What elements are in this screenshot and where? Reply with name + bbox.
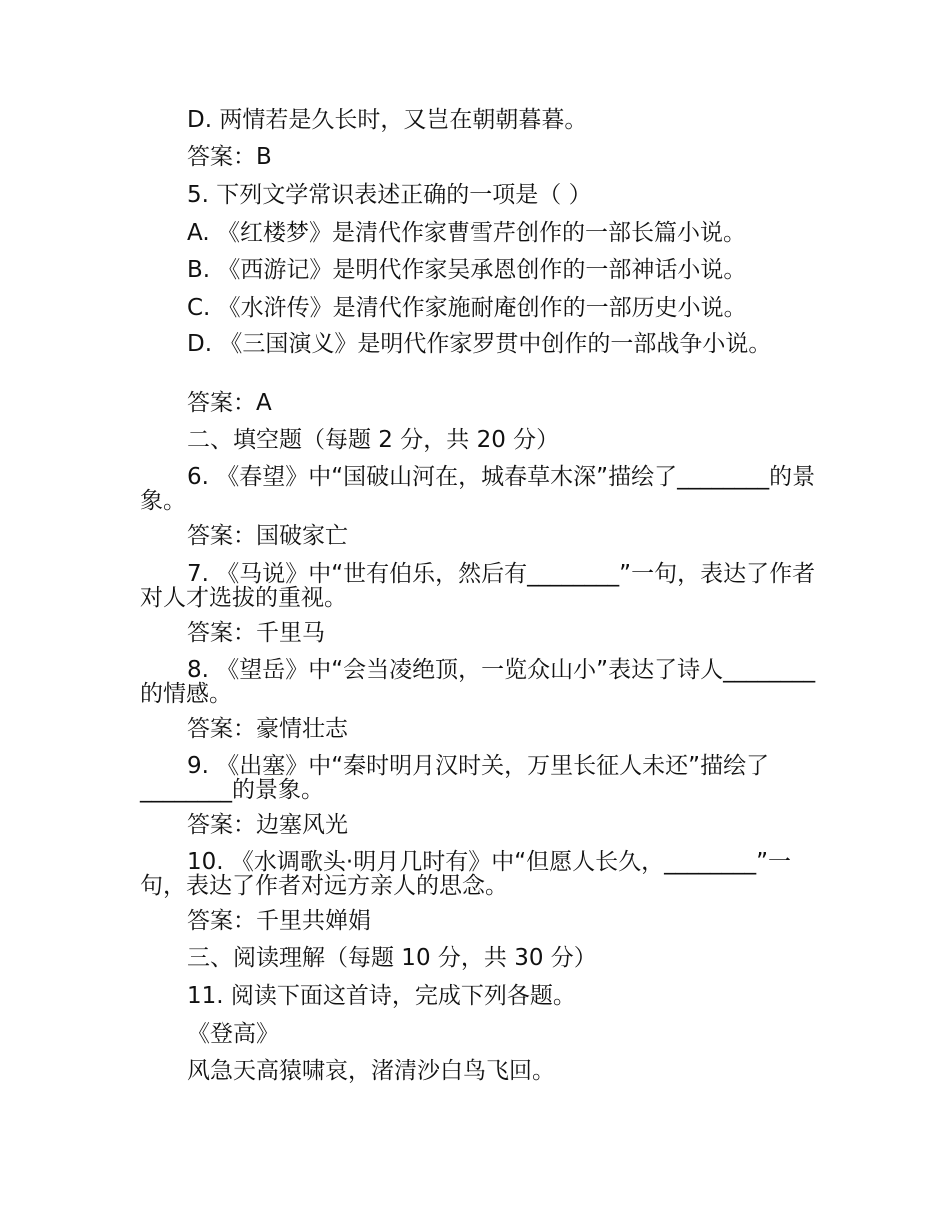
poem-title: 《登高》 — [187, 1021, 279, 1047]
question-8: 8. 《望岳》中“会当凌绝顶，一览众山小”表达了诗人________的情感。 — [140, 657, 816, 707]
section-3-heading: 三、阅读理解（每题 10 分，共 30 分） — [187, 945, 597, 971]
option-d-q4: D. 两情若是久长时，又岂在朝朝暮暮。 — [187, 107, 588, 133]
option-b-q5: B. 《西游记》是明代作家吴承恩创作的一部神话小说。 — [187, 257, 747, 283]
question-5: 5. 下列文学常识表述正确的一项是（ ） — [187, 182, 592, 208]
question-10: 10. 《水调歌头·明月几时有》中“但愿人长久，________”一句，表达了作者对远方亲人的思念。 — [140, 849, 792, 899]
question-7: 7. 《马说》中“世有伯乐，然后有________”一句，表达了作者对人才选拔的重视。 — [140, 561, 816, 611]
answer-q8: 答案：豪情壮志 — [187, 716, 348, 742]
section-2-heading: 二、填空题（每题 2 分，共 20 分） — [187, 427, 560, 453]
question-6: 6. 《春望》中“国破山河在，城春草木深”描绘了________的景象。 — [140, 464, 816, 514]
option-d-q5: D. 《三国演义》是明代作家罗贯中创作的一部战争小说。 — [187, 331, 772, 357]
question-9: 9. 《出塞》中“秦时明月汉时关，万里长征人未还”描绘了________的景象。 — [140, 753, 770, 803]
answer-q9: 答案：边塞风光 — [187, 812, 348, 838]
answer-q5: 答案：A — [187, 390, 272, 416]
answer-q6: 答案：国破家亡 — [187, 523, 348, 549]
answer-q4: 答案：B — [187, 144, 272, 170]
option-c-q5: C. 《水浒传》是清代作家施耐庵创作的一部历史小说。 — [187, 295, 747, 321]
poem-line-1: 风急天高猿啸哀，渚清沙白鸟飞回。 — [187, 1058, 555, 1084]
answer-q10: 答案：千里共婵娟 — [187, 908, 371, 934]
answer-q7: 答案：千里马 — [187, 620, 325, 646]
option-a-q5: A. 《红楼梦》是清代作家曹雪芹创作的一部长篇小说。 — [187, 220, 746, 246]
question-11: 11. 阅读下面这首诗，完成下列各题。 — [187, 983, 576, 1009]
